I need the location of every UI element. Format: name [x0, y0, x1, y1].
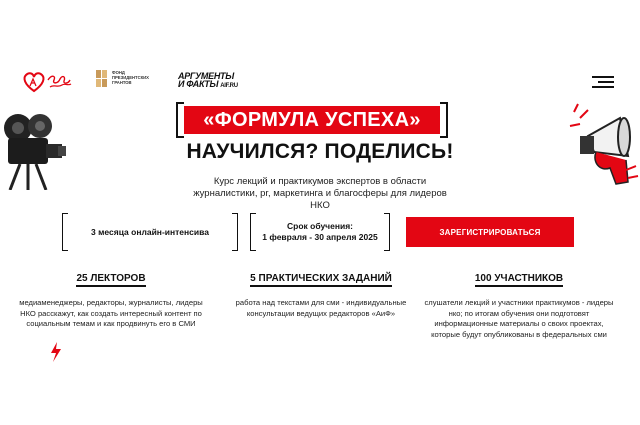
hamburger-menu-icon[interactable]: [592, 76, 614, 88]
aif-logo[interactable]: [178, 72, 238, 90]
presidential-grants-fund-logo[interactable]: [96, 70, 162, 88]
term-dates: 1 февраля - 30 апреля 2025: [262, 232, 378, 242]
register-button[interactable]: ЗАРЕГИСТРИРОВАТЬСЯ: [406, 217, 574, 247]
duration-box: [62, 213, 238, 251]
term-label: Срок обучения:: [286, 221, 353, 231]
duration-text: 3 месяца онлайн-интенсива: [91, 226, 209, 237]
feature-text: слушатели лекций и участники практикумов - лидеры нко; по итогам обучения они подготовят информационные материалы о своих проектах, которые будут опубликованы в федеральных сми: [424, 298, 614, 339]
header: [0, 66, 640, 100]
feature-text: медиаменеджеры, редакторы, журналисты, лидеры НКО расскажут, как создать интересный контент по социальным темам и как продвинуть его в СМИ: [19, 298, 203, 329]
feature-tasks: [226, 268, 416, 319]
heart-logo-icon[interactable]: [22, 70, 74, 94]
aif-logo-line1: АРГУМЕНТЫ: [178, 71, 234, 81]
feature-title: 5 ПРАКТИЧЕСКИХ ЗАДАНИЙ: [250, 273, 392, 287]
course-title: «ФОРМУЛА УСПЕХА»: [184, 106, 440, 134]
fund-emblem-icon: [96, 70, 108, 88]
course-subtitle: НАУЧИЛСЯ? ПОДЕЛИСЬ!: [186, 140, 454, 163]
feature-title: 100 УЧАСТНИКОВ: [475, 273, 563, 287]
aif-site-text: AIF.RU: [220, 83, 238, 89]
course-description: Курс лекций и практикумов экспертов в области журналистики, pr, маркетинга и благосферы для лидеров НКО: [193, 176, 447, 211]
aif-logo-line2-text: И ФАКТЫ: [178, 79, 219, 89]
term-box: [250, 213, 390, 251]
feature-text: работа над текстами для сми - индивидуальные консультации ведущих редакторов «АиФ»: [235, 298, 407, 318]
lightning-bolt-icon: [50, 342, 62, 362]
feature-title: 25 ЛЕКТОРОВ: [76, 273, 145, 287]
feature-participants: [424, 268, 614, 340]
aif-logo-line2: [178, 80, 238, 90]
feature-lecturers: [16, 268, 206, 330]
fund-logo-text: ФОНД ПРЕЗИДЕНТСКИХ ГРАНТОВ: [112, 70, 149, 85]
